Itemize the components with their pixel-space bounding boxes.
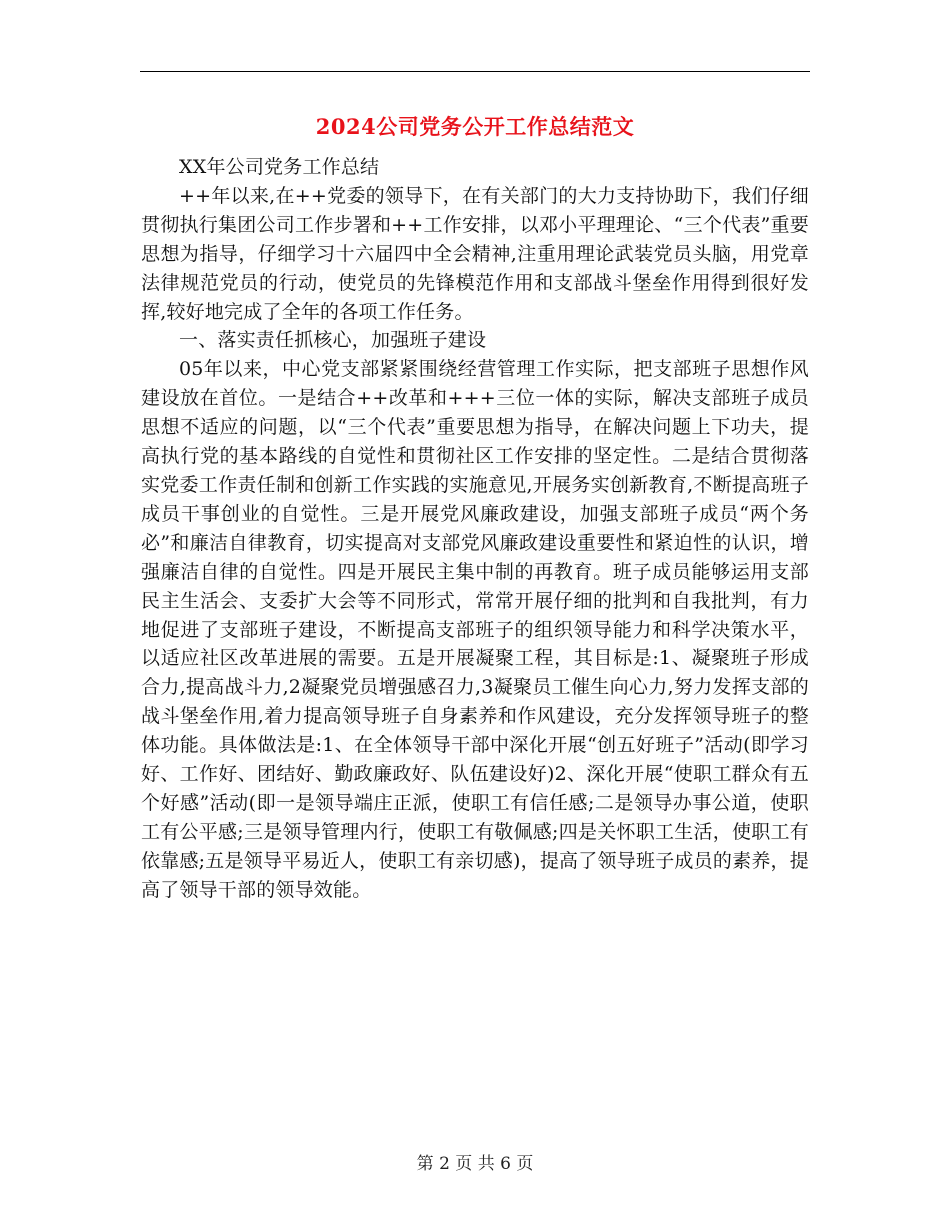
subtitle-paragraph: XX年公司党务工作总结	[179, 156, 380, 178]
section-body-paragraph: 05年以来，中心党支部紧紧围绕经营管理工作实际，把支部班子思想作风建设放在首位。一是结合++改革和+++三位一体的实际，解决支部班子成员思想不适应的问题，以“三个代表”重要思想为指导，在解决问题上下功夫，提高执行党的基本路线的自觉性和贯彻社区工作安排的坚定性。二是结合贯彻落实党委工作责任制和创新工作实践的实施意见,开展务实创新教育,不断提高班子成员干事创业的自觉性。三是开展党风廉政建设，加强支部班子成员“两个务必”和廉洁自律教育，切实提高对支部党风廉政建设重要性和紧迫性的认识，增强廉洁自律的自觉性。四是开展民主集中制的再教育。班子成员能够运用支部民主生活会、支委扩大会等不同形式，常常开展仔细的批判和自我批判，有力地促进了支部班子建设，不断提高支部班子的组织领导能力和科学决策水平，以适应社区改革进展的需要。五是开展凝聚工程，其目标是:1、凝聚班子形成合力,提高战斗力,2凝聚党员增强感召力,3凝聚员工催生向心力,努力发挥支部的战斗堡垒作用,着力提高领导班子自身素养和作风建设，充分发挥领导班子的整体功能。具体做法是:1、在全体领导干部中深化开展“创五好班子”活动(即学习好、工作好、团结好、勤政廉政好、队伍建设好)2、深化开展“使职工群众有五个好感”活动(即一是领导端庄正派，使职工有信任感;二是领导办事公道，使职工有公平感;三是领导管理内行，使职工有敬佩感;四是关怀职工生活，使职工有依靠感;五是领导平易近人，使职工有亲切感)，提高了领导班子成员的素养，提高了领导干部的领导效能。	[141, 358, 809, 901]
document-body	[141, 153, 809, 905]
document-title: 2024公司党务公开工作总结范文	[315, 114, 635, 139]
intro-paragraph: ++年以来,在++党委的领导下，在有关部门的大力支持协助下，我们仔细贯彻执行集团公司工作步署和++工作安排，以邓小平理理论、“三个代表”重要思想为指导，仔细学习十六届四中全会精神,注重用理论武装党员头脑，用党章法律规范党员的行动，使党员的先锋模范作用和支部战斗堡垒作用得到很好发挥,较好地完成了全年的各项工作任务。	[141, 184, 809, 323]
header-rule	[140, 71, 810, 72]
section-heading: 一、落实责任抓核心，加强班子建设	[179, 329, 487, 352]
page-number-footer: 第 2 页 共 6 页	[416, 1154, 534, 1174]
